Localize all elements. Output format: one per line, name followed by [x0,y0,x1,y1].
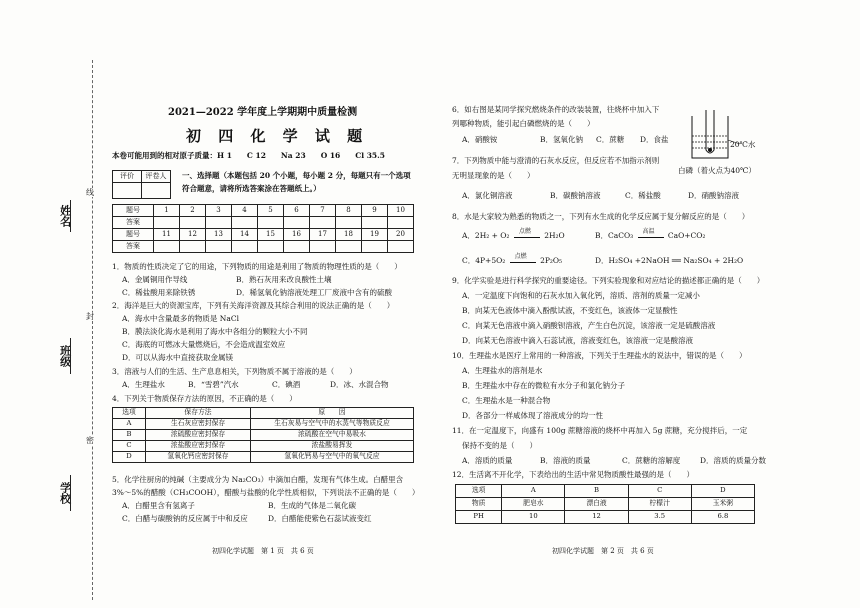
grid-cell: 16 [284,229,310,241]
score-cell[interactable] [113,183,142,199]
q2-option-a: A．海水中含量最多的物质是 NaCl [122,314,239,323]
line-word: 线 [86,188,94,197]
q5-option-d: D．白醋能使紫色石蕊试液变红 [268,514,372,523]
grid-cell: 13 [206,229,232,241]
q12-header: 选项 [456,485,502,498]
q10-option-d: D．各部分一样咸体现了溶液成分的均一性 [462,411,604,420]
grid-label: 题号 [113,229,154,241]
q8-b-condition: 高温 [642,228,655,235]
q9-option-a: A．一定温度下向饱和的石灰水加入氧化钙，溶质、溶剂的质量一定减小 [462,291,700,300]
answer-cell[interactable] [388,241,414,253]
q12-cell: 6.8 [691,511,754,524]
question-4: 4．下列关于物质保存方法的原因，不正确的是（ ） [112,394,297,403]
exam-title: 初 四 化 学 试 题 [186,127,369,145]
answer-cell[interactable] [180,217,206,229]
q12-cell: 12 [565,511,628,524]
q8-a-condition: 点燃 [518,228,531,235]
q4-cell: 浓硫酸应密封保存 [146,430,251,441]
seal-word: 封 [86,312,94,321]
q6-option-b: B．氢氧化钠 [540,135,584,144]
answer-cell[interactable] [362,241,388,253]
grid-label: 题号 [113,205,154,217]
answer-cell[interactable] [258,217,284,229]
q8-a-reactants: A．2H₂ + O₂ [462,231,510,240]
q4-cell: 浓盐酸易挥发 [251,441,414,452]
grid-row-answers-1 [113,217,414,229]
q8-b-arrow [638,228,664,238]
q4-header-row [113,408,414,419]
question-12: 12．生活离不开化学，下表给出的生活中常见物质酸性最强的是（ ） [452,470,695,479]
school-underline[interactable] [70,475,72,511]
q4-cell: A [113,419,146,430]
q6-option-c: C．蔗糖 [596,135,625,144]
q8-option-c [462,253,563,266]
grid-cell: 1 [154,205,180,217]
answer-cell[interactable] [206,241,232,253]
q12-header: A [502,485,565,498]
q5-option-a: A．白醋里含有氢离子 [122,501,195,510]
q4-cell: C [113,441,146,452]
grid-row-numbers-2 [113,229,414,241]
q4-row [113,441,414,452]
q12-header: C [628,485,691,498]
question-7-line2: 无明显现象的是（ ） [452,171,535,180]
q10-option-a: A．生理盐水的溶剂是水 [462,366,543,375]
grid-cell: 7 [310,205,336,217]
q12-cell: 10 [502,511,565,524]
q12-ph-row [456,511,755,524]
answer-cell[interactable] [232,217,258,229]
answer-cell[interactable] [310,241,336,253]
question-6: 6．如右图是某同学探究燃烧条件的改装装置，往烧杯中加入下 [452,105,660,114]
grid-row-answers-2 [113,241,414,253]
q4-cell: 生石灰应密封保存 [146,419,251,430]
q12-cell: 物质 [456,498,502,511]
q8-c-condition: 点燃 [514,253,527,260]
q4-cell: 氢氧化钙易与空气中的氧气反应 [251,452,414,463]
q3-option-b: B．“雪碧”汽水 [188,380,239,389]
grid-cell: 12 [180,229,206,241]
q11-option-c: C．蔗糖的溶解度 [622,456,681,465]
score-box [112,170,171,199]
class-label: 班级 [58,345,72,367]
q4-header: 选项 [113,408,146,419]
answer-cell[interactable] [258,241,284,253]
q4-row [113,419,414,430]
grid-cell: 11 [154,229,180,241]
q9-option-d: D．向某无色溶液中滴入石蕊试液，溶液变红色，该溶液一定是酸溶液 [462,336,694,345]
q4-row [113,452,414,463]
q3-option-c: C．碘酒 [272,380,301,389]
q8-c-products: 2P₂O₅ [540,256,563,265]
q1-option-d: D．稀氢氧化钠溶液处理工厂废液中含有的硫酸 [236,288,393,297]
q9-option-c: C．向某无色溶液中滴入硝酸钡溶液，产生白色沉淀，该溶液一定是硫酸溶液 [462,321,716,330]
grid-cell: 18 [336,229,362,241]
q7-option-b: B．碳酸钠溶液 [550,191,601,200]
q10-option-b: B．生理盐水中存在的微粒有水分子和氯化钠分子 [462,381,626,390]
q4-header: 原 因 [251,408,414,419]
atomic-masses: 本卷可能用到的相对原子质量：H 1 C 12 Na 23 O 16 Cl 35.5 [112,151,385,160]
q8-b-products: CaO+CO₂ [667,231,706,240]
q6-option-a: A．硝酸铵 [462,135,498,144]
q7-option-d: D．硝酸钠溶液 [688,191,740,200]
figure-label-phosphorus: 白磷（着火点为40℃） [678,166,756,175]
question-6-line2: 列哪种物质，能引起白磷燃烧的是（ ） [452,119,595,128]
q8-option-d: D．H₂SO₄ +2NaOH ══ Na₂SO₄ + 2H₂O [595,256,744,265]
grid-cell: 2 [180,205,206,217]
grid-cell: 20 [388,229,414,241]
name-underline[interactable] [70,200,72,232]
grader-label: 评卷人 [142,171,171,183]
answer-cell[interactable] [154,217,180,229]
grid-cell: 15 [258,229,284,241]
answer-cell[interactable] [180,241,206,253]
beaker-figure [684,108,744,164]
exam-year-title: 2021—2022 学年度上学期期中质量检测 [168,107,358,118]
q8-b-reactants: B．CaCO₃ [595,231,634,240]
q2-option-d: D．可以从海水中直接获取金属镁 [122,353,234,362]
q11-option-a: A．溶质的质量 [462,456,513,465]
test-tube-icon [706,110,714,153]
q8-option-b [595,228,706,241]
q2-option-b: B．膜法淡化海水是利用了海水中各组分的颗粒大小不同 [122,327,308,336]
q5-option-c: C．白醋与碳酸钠的反应属于中和反应 [122,514,248,523]
answer-cell[interactable] [310,217,336,229]
q4-cell: B [113,430,146,441]
grid-label: 答案 [113,217,154,229]
q12-cell: 柠檬汁 [628,498,691,511]
q1-option-c: C．稀盐酸用来除铁锈 [122,288,196,297]
q4-cell: 氢氧化钙应密封保存 [146,452,251,463]
answer-grid [112,204,414,253]
q12-table [455,484,755,524]
q12-substance-row [456,498,755,511]
binding-line [92,60,93,600]
q1-option-a: A．金属铜用作导线 [122,275,188,284]
answer-cell[interactable] [388,217,414,229]
grid-cell: 5 [258,205,284,217]
q12-cell: 漂白液 [565,498,628,511]
grid-cell: 3 [206,205,232,217]
q7-option-c: C．稀盐酸 [625,191,661,200]
grid-cell: 19 [362,229,388,241]
answer-cell[interactable] [336,241,362,253]
grid-cell: 9 [362,205,388,217]
q4-cell: 生石灰易与空气中的水蒸气等物质反应 [251,419,414,430]
class-underline[interactable] [70,338,72,374]
q12-cell: 肥皂水 [502,498,565,511]
question-1: 1．物质的性质决定了它的用途，下列物质的用途是利用了物质的物理性质的是（ ） [112,262,402,271]
question-2: 2．海洋是巨大的资源宝库，下列有关海洋资源及其综合利用的说法正确的是（ ） [112,301,395,310]
question-10: 10．生理盐水是医疗上常用的一种溶液，下列关于生理盐水的说法中，错误的是（ ） [452,351,747,360]
q2-option-c: C．海底的可燃冰大量燃烧后，不会造成温室效应 [122,340,286,349]
name-label: 姓名 [58,205,72,227]
q8-option-a [462,228,565,241]
grader-cell[interactable] [142,183,171,199]
answer-cell[interactable] [362,217,388,229]
grid-cell: 4 [232,205,258,217]
grid-cell: 14 [232,229,258,241]
page2-footer: 初四化学试题 第 2 页 共 6 页 [552,547,654,555]
q12-cell: PH [456,511,502,524]
question-5: 5．化学往厨房的纯碱（主要成分为 Na₂CO₃）中滴加白醋，发现有气体生成。白醋里含 [112,475,404,484]
figure-label-water: 20℃水 [730,140,756,149]
q4-cell: 浓盐酸应密封保存 [146,441,251,452]
question-11: 11．在一定温度下，向盛有 100g 蔗糖溶液的烧杯中再加入 5g 蔗糖，充分搅拌后，一定 [452,426,748,435]
answer-cell[interactable] [232,241,258,253]
q3-option-a: A．生理盐水 [122,380,165,389]
q12-header-row [456,485,755,498]
q6-option-d: D．食盐 [640,135,669,144]
question-7: 7．下列物质中能与澄清的石灰水反应，但反应若不加指示剂则 [452,156,660,165]
section-title: 一、选择题（本题包括 20 个小题，每小题 2 分，每题只有一个选项 [182,171,411,180]
q8-c-arrow [510,253,536,263]
q3-option-d: D．冰、水混合物 [330,380,389,389]
q12-header: D [691,485,754,498]
q1-option-b: B．熟石灰用来改良酸性土壤 [236,275,332,284]
q5-option-b: B．生成的气体是二氧化碳 [268,501,357,510]
question-3: 3．溶液与人们的生活、生产息息相关，下列物质不属于溶液的是（ ） [112,367,357,376]
q11-option-b: B．溶液的质量 [540,456,591,465]
grid-cell: 17 [310,229,336,241]
school-label: 学校 [58,482,72,504]
q9-option-b: B．向某无色液体中滴入酚酞试液，不变红色，该液体一定显酸性 [462,306,678,315]
q7-option-a: A．氯化铜溶液 [462,191,513,200]
q12-cell: 玉米粥 [691,498,754,511]
answer-cell[interactable] [284,241,310,253]
q11-option-d: D．溶质的质量分数 [700,456,767,465]
q4-header: 保存方法 [146,408,251,419]
q10-option-c: C．生理盐水是一种混合物 [462,396,551,405]
question-5-line2: 3%～5%的醋酸（CH₃COOH），醋酸与盐酸的化学性质相似，下列说法不正确的是（ ） [112,488,420,497]
section-title-2: 符合题意，请将所选答案涂在答题纸上。） [182,184,321,193]
grid-cell: 6 [284,205,310,217]
q8-a-arrow [514,228,540,238]
page1-footer: 初四化学试题 第 1 页 共 6 页 [212,547,314,555]
answer-cell[interactable] [154,241,180,253]
question-8: 8．水是大家较为熟悉的物质之一，下列有水生成的化学反应属于复分解反应的是（ ） [452,212,750,221]
secret-word: 密 [86,436,94,445]
q4-cell: D [113,452,146,463]
grid-label: 答案 [113,241,154,253]
q12-cell: 3.5 [628,511,691,524]
question-9: 9．化学实验是进行科学探究的重要途径。下列实验现象和对应结论的描述都正确的是（ ） [452,276,765,285]
grid-cell: 8 [336,205,362,217]
q8-c-reactants: C．4P+5O₂ [462,256,506,265]
answer-cell[interactable] [206,217,232,229]
q4-table [112,407,414,463]
grid-row-numbers-1 [113,205,414,217]
q12-header: B [565,485,628,498]
answer-cell[interactable] [284,217,310,229]
q8-a-products: 2H₂O [544,231,565,240]
grid-cell: 10 [388,205,414,217]
q4-cell: 浓硫酸在空气中易吸水 [251,430,414,441]
q4-row [113,430,414,441]
question-11-line2: 保持不变的是（ ） [462,441,537,450]
score-label: 评价 [113,171,142,183]
answer-cell[interactable] [336,217,362,229]
